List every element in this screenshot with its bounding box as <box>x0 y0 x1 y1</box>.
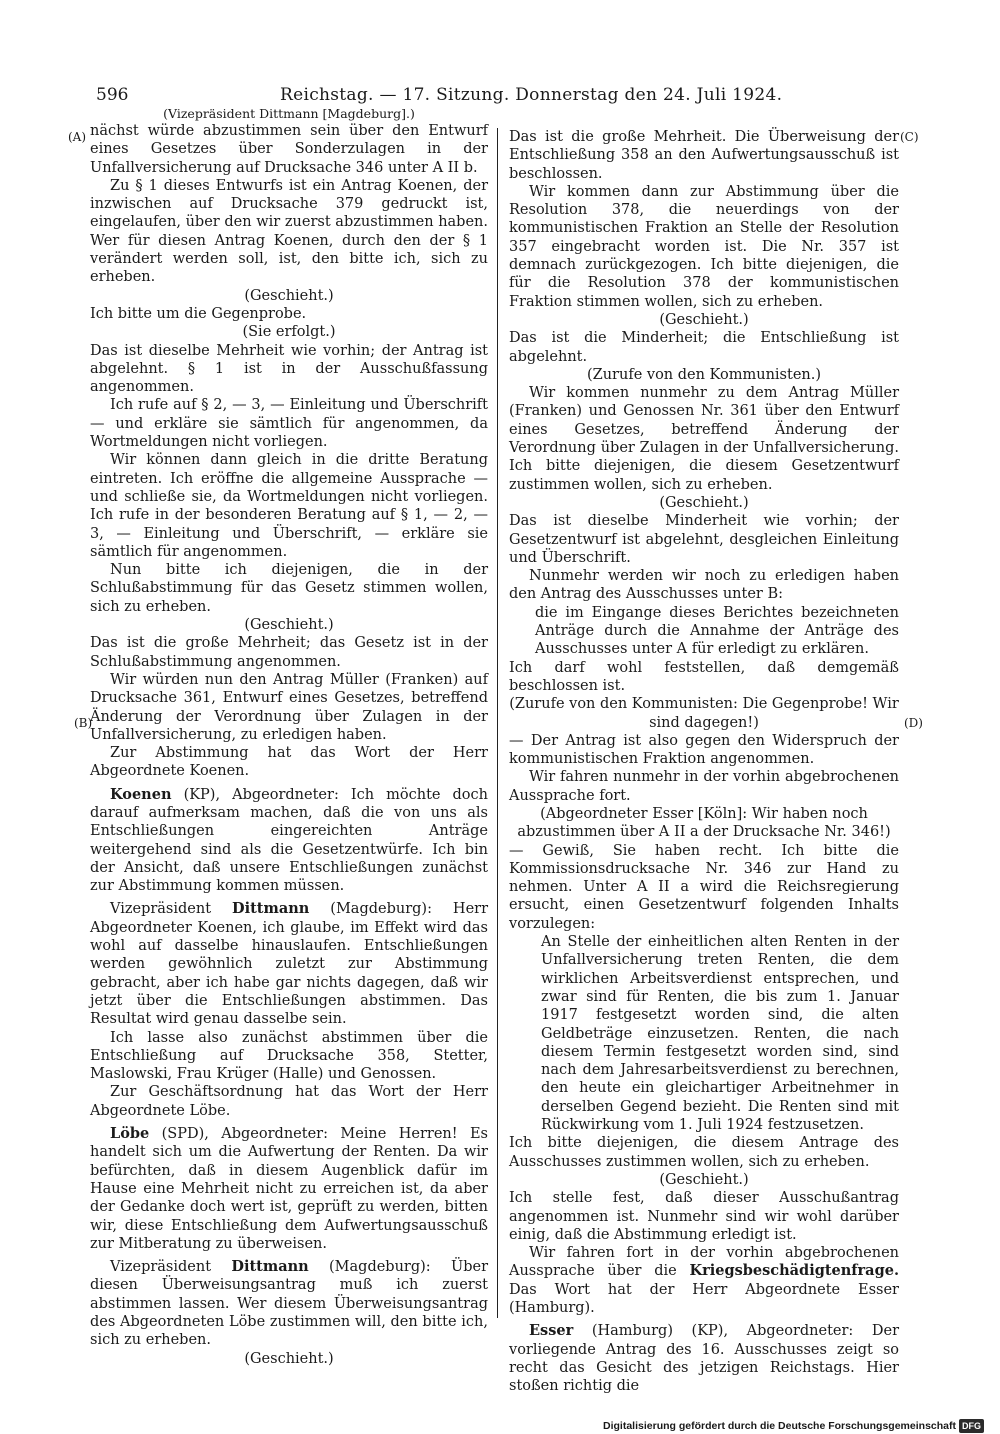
stage-direction: (Zurufe von den Kommunisten.) <box>586 366 822 383</box>
paragraph: Zu § 1 dieses Entwurfs ist ein Antrag Koenen, der inzwischen auf Drucksache 379 gedruckt ist, eingelaufen, über den wir zuerst abzustimmen haben. Wer für diesen Antrag Koenen, durch den der § 1 verändert werden soll, ist, den bitte ich, sich zu erheben. <box>90 177 488 286</box>
dfg-logo: DFG <box>959 1419 984 1433</box>
speaker-name: Koenen <box>110 785 172 803</box>
speech-loebe: Löbe (SPD), Abgeordneter: Meine Herren! Es handelt sich um die Aufwertung der Renten. Da wir befürchten, daß in diesem Augenblick dafür im Hause eine Mehrheit nicht zu erreichen ist, da aber der Gedanke doch wert ist, geprüft zu werden, bitten wir, diese Entschließung dem Aufwertungsausschuß zur Mitberatung zu überweisen. <box>90 1125 489 1252</box>
paragraph: Wir kommen dann zur Abstimmung über die Resolution 378, die neuerdings von der kommunistischen Fraktion an Stelle der Resolution 357 eingebracht worden ist. Die Nr. 357 ist demnach zurückgezogen. Ich bitte diejenigen, die für die Resolution 378 der kommunistischen Fraktion stimmen wollen, sich zu erheben. <box>509 183 899 310</box>
stage-direction: (Geschieht.) <box>659 1171 749 1188</box>
speech-dittmann: Vizepräsident Dittmann (Magdeburg): Über diesen Überweisungsantrag muß ich zuerst abstimmen lassen. Wer diesem Überweisungsantrag des Abgeordneten Löbe zustimmen will, den bitte ich, sich zu erheben. <box>90 1258 489 1349</box>
paragraph: Wir können dann gleich in die dritte Beratung eintreten. Ich eröffne die allgemeine Aussprache — und schließe sie, da Wortmeldungen nicht vorliegen. Ich rufe in der besonderen Beratung auf § 1, — 2, — 3, — Einleitung und Überschrift, — erkläre sie sämtlich für angenommen. <box>90 452 488 560</box>
speaker-name: Löbe <box>110 1125 150 1143</box>
left-column <box>90 106 488 1368</box>
paragraph: Ich darf wohl feststellen, daß demgemäß beschlossen ist. <box>509 659 899 694</box>
speaker-continuation: (Vizepräsident Dittmann [Magdeburg].) <box>163 106 415 121</box>
paragraph: Ich stelle fest, daß dieser Ausschußantrag angenommen ist. Nunmehr sind wir wohl darüber einig, daß die Abstimmung erledigt ist. <box>509 1190 899 1243</box>
stage-direction: (Geschieht.) <box>244 1350 334 1367</box>
paragraph: Ich bitte diejenigen, die diesem Antrage des Ausschusses zustimmen wollen, sich zu erheben. <box>509 1135 899 1170</box>
column-divider <box>497 128 498 1318</box>
quoted-motion: An Stelle der einheitlichen alten Renten in der Unfallversicherung treten Renten, die dem wirklichen Arbeitsverdienst entsprechen, und zwar sind für Renten, die bis zum 1. Januar 1917 festgesetzt worden sind, die alten Geldbeträge einzusetzen. Renten, die nach diesem Termin festgesetzt worden sind, sind nach dem Jahresarbeitsverdienst zu berechnen, den heute ein gleichartiger Arbeitnehmer in derselben Gegend bezieht. Die Renten sind mit Rückwirkung vom 1. Juli 1924 festzusetzen. <box>541 934 899 1134</box>
speech-dittmann: Vizepräsident Dittmann (Magdeburg): Herr Abgeordneter Koenen, ich glaube, im Effekt wird das wohl auf dasselbe hinauslaufen. Entschließungen werden gewöhnlich zuletzt zur Abstimmung gebracht, aber ich habe gar nichts dagegen, daß wir jetzt über die Entschließungen abstimmen. Das Resultat wird genau dasselbe sein. <box>90 900 489 1028</box>
quoted-motion: die im Eingange dieses Berichtes bezeichneten Anträge durch die Annahme der Anträge des Ausschusses unter A für erledigt zu erklären. <box>535 604 899 658</box>
page-header <box>90 84 898 106</box>
paragraph: Zur Geschäftsordnung hat das Wort der Herr Abgeordnete Löbe. <box>90 1084 488 1119</box>
agenda-topic: Kriegsbeschädigtenfrage. <box>689 1262 899 1280</box>
paragraph: Das ist die Minderheit; die Entschließung ist abgelehnt. <box>509 330 899 365</box>
stage-direction: (Geschieht.) <box>244 617 334 634</box>
margin-mark-a: (A) <box>68 130 87 144</box>
stage-direction: (Geschieht.) <box>244 287 334 304</box>
interjection: (Abgeordneter Esser [Köln]: Wir haben noch abzustimmen über A II a der Drucksache Nr. 346!) <box>517 805 891 841</box>
digitization-footer <box>603 1419 984 1433</box>
right-column <box>509 128 899 1395</box>
paragraph: Das ist die große Mehrheit. Die Überweisung der Entschließung 358 an den Aufwertungsausschuß ist beschlossen. <box>509 129 899 182</box>
paragraph: Ich rufe auf § 2, — 3, — Einleitung und Überschrift — und erkläre sie sämtlich für angenommen, da Wortmeldungen nicht vorliegen. <box>90 397 488 451</box>
paragraph: Ich lasse also zunächst abstimmen über die Entschließung auf Drucksache 358, Stetter, Maslowski, Frau Krüger (Halle) und Genossen. <box>90 1029 488 1083</box>
stage-direction: (Sie erfolgt.) <box>242 324 336 341</box>
speaker-name: Dittmann <box>232 900 310 918</box>
paragraph: Das ist dieselbe Mehrheit wie vorhin; der Antrag ist abgelehnt. § 1 ist in der Ausschußfassung angenommen. <box>90 342 488 396</box>
paragraph: — Der Antrag ist also gegen den Widerspruch der kommunistischen Fraktion angenommen. <box>509 732 899 768</box>
speech-koenen: Koenen (KP), Abgeordneter: Ich möchte doch darauf aufmerksam machen, daß die von uns als Entschließungen eingereichten Anträge weitergehend sind als die Gesetzentwürfe. Ich bin der Ansicht, daß unsere Entschließungen zunächst zur Abstimmung kommen müssen. <box>90 785 488 895</box>
speaker-name: Dittmann <box>231 1258 309 1276</box>
paragraph: Zur Abstimmung hat das Wort der Herr Abgeordnete Koenen. <box>90 745 488 780</box>
page-number: 596 <box>96 85 129 105</box>
paragraph: Wir fahren nunmehr in der vorhin abgebrochenen Aussprache fort. <box>509 769 899 804</box>
paragraph: Wir kommen nunmehr zu dem Antrag Müller (Franken) und Genossen Nr. 361 über den Entwurf eines Gesetzes, betreffend Änderung der Verordnung über Zulagen in der Unfallversicherung. Ich bitte diejenigen, die diesem Gesetzentwurf zustimmen wollen, sich zu erheben. <box>509 385 899 493</box>
paragraph: Das ist die große Mehrheit; das Gesetz ist in der Schlußabstimmung angenommen. <box>90 635 488 670</box>
speaker-name: Esser <box>529 1322 574 1340</box>
stage-direction: (Geschieht.) <box>659 311 749 328</box>
stage-direction: (Geschieht.) <box>659 494 749 511</box>
paragraph: Ich bitte um die Gegenprobe. <box>90 305 307 322</box>
funding-notice: Digitalisierung gefördert durch die Deutsche Forschungsgemeinschaft <box>603 1420 956 1432</box>
paragraph: Wir würden nun den Antrag Müller (Franken) auf Drucksache 361, Entwurf eines Gesetzes, betreffend Änderung der Verordnung über Zulagen in der Unfallversicherung, zu erledigen haben. <box>90 671 488 743</box>
paragraph: Wir fahren fort in der vorhin abgebrochenen Aussprache über die Kriegsbeschädigtenfrage. Das Wort hat der Herr Abgeordnete Esser (Hamburg). <box>509 1245 899 1316</box>
paragraph: Nunmehr werden wir noch zu erledigen haben den Antrag des Ausschusses unter B: <box>509 568 899 603</box>
speech-esser: Esser (Hamburg) (KP), Abgeordneter: Der vorliegende Antrag des 16. Ausschusses zeigt so recht das Gesicht des jetzigen Reichstags. Hier stoßen richtig die <box>509 1322 900 1395</box>
margin-mark-d: (D) <box>904 716 923 730</box>
margin-mark-c: (C) <box>900 130 919 144</box>
paragraph: nächst würde abzustimmen sein über den Entwurf eines Gesetzes über Sonderzulagen in der Unfallversicherung auf Drucksache 346 unter A II b. <box>90 123 488 176</box>
running-title: Reichstag. — 17. Sitzung. Donnerstag den 24. Juli 1924. <box>280 85 783 105</box>
paragraph: — Gewiß, Sie haben recht. Ich bitte die Kommissionsdrucksache Nr. 346 zur Hand zu nehmen. Unter A II a wird die Reichsregierung ersucht, einen Gesetzentwurf folgenden Inhalts vorzulegen: <box>509 842 899 932</box>
interjection: (Zurufe von den Kommunisten: Die Gegenprobe! Wir sind dagegen!) <box>509 696 899 731</box>
paragraph: Das ist dieselbe Minderheit wie vorhin; der Gesetzentwurf ist abgelehnt, desgleichen Einleitung und Überschrift. <box>509 513 899 566</box>
paragraph: Nun bitte ich diejenigen, die in der Schlußabstimmung für das Gesetz stimmen wollen, sich zu erheben. <box>90 562 488 615</box>
margin-mark-b: (B) <box>74 716 93 730</box>
